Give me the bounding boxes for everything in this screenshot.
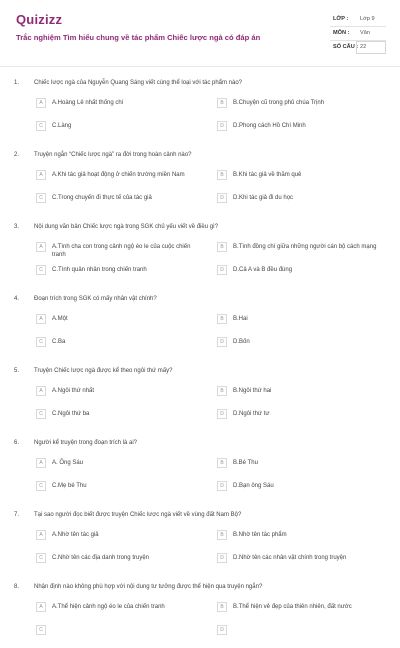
answer-option-b[interactable] [217, 386, 377, 400]
option-text: B.Chuyện cũ trong phủ chúa Trịnh [233, 100, 325, 106]
option-letter-badge: D [217, 409, 227, 419]
option-text: A.Thể hiện cảnh ngộ éo le của chiến tranh [52, 604, 165, 610]
answer-option-d[interactable] [217, 121, 377, 135]
option-text: C.Trong chuyến đi thực tế của tác giả [52, 195, 152, 201]
question-item [0, 360, 400, 432]
option-letter-badge: B [217, 242, 227, 252]
quizizz-logo: Quizizz [16, 12, 63, 27]
option-letter-badge: B [217, 530, 227, 540]
answer-option-c[interactable] [36, 193, 196, 207]
option-letter-badge: C [36, 121, 46, 131]
option-letter-badge: D [217, 481, 227, 491]
meta-count-value: 22 [360, 44, 367, 50]
option-text: B.Khi tác giả về thăm quê [233, 172, 302, 178]
option-letter-badge: C [36, 265, 46, 275]
option-letter-badge: C [36, 193, 46, 203]
question-item [0, 576, 400, 648]
answer-option-d[interactable] [217, 265, 377, 279]
option-text: B.Hai [233, 316, 248, 322]
meta-subject-value: Văn [360, 30, 370, 36]
option-text: D.Bạn ông Sáu [233, 483, 274, 489]
option-text: C.Ngôi thứ ba [52, 411, 90, 417]
page-header [0, 0, 400, 66]
question-number: 2. [14, 152, 20, 158]
question-item [0, 216, 400, 288]
question-text: Đoạn trích trong SGK có mấy nhân vật chính? [34, 296, 157, 302]
answer-option-a[interactable] [36, 98, 196, 112]
option-text: A.Hoàng Lê nhất thống chí [52, 100, 124, 106]
option-text: A.Tình cha con trong cảnh ngộ éo le của cuộc chiến tranh [52, 244, 191, 258]
option-text: B.Ngôi thứ hai [233, 388, 272, 394]
question-number: 7. [14, 512, 20, 518]
question-item [0, 504, 400, 576]
option-letter-badge: A [36, 98, 46, 108]
question-text: Truyện ngắn “Chiếc lược ngà” ra đời trong hoàn cảnh nào? [34, 152, 192, 158]
question-item [0, 72, 400, 144]
question-text: Người kể truyện trong đoạn trích là ai? [34, 440, 138, 446]
answer-option-a[interactable] [36, 242, 196, 256]
option-text: A.Nhờ tên tác giả [52, 532, 99, 538]
option-letter-badge: D [217, 265, 227, 275]
answer-option-c[interactable] [36, 553, 196, 567]
option-text: D.Cả A và B đều đúng [233, 267, 293, 273]
option-text: C.Mẹ bé Thu [52, 483, 87, 489]
option-letter-badge: B [217, 98, 227, 108]
answer-option-c[interactable] [36, 481, 196, 495]
option-letter-badge: A [36, 170, 46, 180]
answer-option-a[interactable] [36, 386, 196, 400]
quiz-title: Trắc nghiệm Tìm hiểu chung về tác phẩm Chiếc lược ngà có đáp án [16, 33, 261, 42]
answer-option-c[interactable] [36, 121, 196, 135]
option-text: C.Nhờ tên các địa danh trong truyện [52, 555, 149, 561]
option-letter-badge: B [217, 458, 227, 468]
question-text: Chiếc lược ngà của Nguyễn Quang Sáng viết cùng thể loại với tác phẩm nào? [34, 80, 243, 86]
answer-option-a[interactable] [36, 530, 196, 544]
option-letter-badge: D [217, 553, 227, 563]
question-item [0, 288, 400, 360]
question-number: 1. [14, 80, 20, 86]
option-letter-badge: B [217, 314, 227, 324]
answer-option-d[interactable] [217, 337, 377, 351]
option-text: D.Ngôi thứ tư [233, 411, 270, 417]
option-letter-badge: D [217, 193, 227, 203]
question-item [0, 432, 400, 504]
answer-option-a[interactable] [36, 602, 196, 616]
option-text: C.Làng [52, 123, 72, 129]
answer-option-b[interactable] [217, 530, 377, 544]
option-text: B.Tình đồng chí giữa những người cán bộ cách mạng [233, 244, 377, 250]
answer-option-c[interactable] [36, 625, 196, 639]
answer-option-b[interactable] [217, 98, 377, 112]
question-item [0, 144, 400, 216]
question-text: Truyện Chiếc lược ngà được kể theo ngôi thứ mấy? [34, 368, 173, 374]
question-number: 8. [14, 584, 20, 590]
quiz-meta [330, 13, 386, 55]
option-letter-badge: C [36, 409, 46, 419]
option-letter-badge: C [36, 553, 46, 563]
option-letter-badge: D [217, 625, 227, 635]
option-letter-badge: B [217, 602, 227, 612]
option-text: C.Ba [52, 339, 66, 345]
meta-grade-label: LỚP : [333, 16, 349, 22]
option-letter-badge: A [36, 314, 46, 324]
option-text: C.Tình quân nhân trong chiến tranh [52, 267, 147, 273]
option-letter-badge: A [36, 242, 46, 252]
option-text: B.Thể hiện vẻ đẹp của thiên nhiên, đất nước [233, 604, 352, 610]
answer-option-a[interactable] [36, 170, 196, 184]
question-number: 5. [14, 368, 20, 374]
answer-option-c[interactable] [36, 337, 196, 351]
answer-option-c[interactable] [36, 409, 196, 423]
option-letter-badge: A [36, 386, 46, 396]
answer-option-d[interactable] [217, 193, 377, 207]
meta-subject [330, 27, 386, 41]
header-divider [0, 66, 400, 67]
option-text: A.Một [52, 316, 68, 322]
question-text: Nhận định nào không phù hợp với nội dung tư tưởng được thể hiện qua truyện ngắn? [34, 584, 263, 590]
answer-option-d[interactable] [217, 625, 377, 639]
meta-grade [330, 13, 386, 27]
answer-option-d[interactable] [217, 481, 377, 495]
option-text: D.Phong cách Hồ Chí Minh [233, 123, 306, 129]
answer-option-b[interactable] [217, 458, 377, 472]
option-letter-badge: C [36, 337, 46, 347]
option-text: D.Khi tác giả đi du học [233, 195, 294, 201]
question-list [0, 72, 400, 648]
answer-option-b[interactable] [217, 170, 377, 184]
option-text: A.Khi tác giả hoạt động ở chiến trường miền Nam [52, 172, 185, 178]
option-text: B.Nhờ tên tác phẩm [233, 532, 287, 538]
question-text: Tại sao người đọc biết được truyện Chiếc lược ngà viết về vùng đất Nam Bộ? [34, 512, 242, 518]
question-number: 4. [14, 296, 20, 302]
answer-option-a[interactable] [36, 458, 196, 472]
answer-option-c[interactable] [36, 265, 196, 279]
option-letter-badge: D [217, 121, 227, 131]
option-text: A.Ngôi thứ nhất [52, 388, 95, 394]
option-letter-badge: A [36, 458, 46, 468]
meta-count-label: SỐ CÂU : [333, 44, 359, 50]
option-letter-badge: B [217, 170, 227, 180]
option-text: B.Bé Thu [233, 460, 258, 466]
question-text: Nội dung văn bản Chiếc lược ngà trong SGK chủ yếu viết về điều gì? [34, 224, 219, 230]
answer-option-b[interactable] [217, 602, 377, 616]
answer-option-d[interactable] [217, 409, 377, 423]
option-text: A. Ông Sáu [52, 460, 84, 466]
meta-grade-value: Lớp 9 [360, 16, 375, 22]
option-letter-badge: B [217, 386, 227, 396]
answer-option-d[interactable] [217, 553, 377, 567]
question-number: 3. [14, 224, 20, 230]
option-letter-badge: A [36, 602, 46, 612]
answer-option-b[interactable] [217, 242, 377, 256]
option-letter-badge: C [36, 625, 46, 635]
option-text: D.Nhờ tên các nhân vật chính trong truyện [233, 555, 347, 561]
answer-option-b[interactable] [217, 314, 377, 328]
meta-count [330, 41, 386, 55]
option-text: D.Bốn [233, 339, 250, 345]
question-number: 6. [14, 440, 20, 446]
answer-option-a[interactable] [36, 314, 196, 328]
option-letter-badge: D [217, 337, 227, 347]
option-letter-badge: A [36, 530, 46, 540]
option-letter-badge: C [36, 481, 46, 491]
meta-subject-label: MÔN : [333, 30, 350, 36]
